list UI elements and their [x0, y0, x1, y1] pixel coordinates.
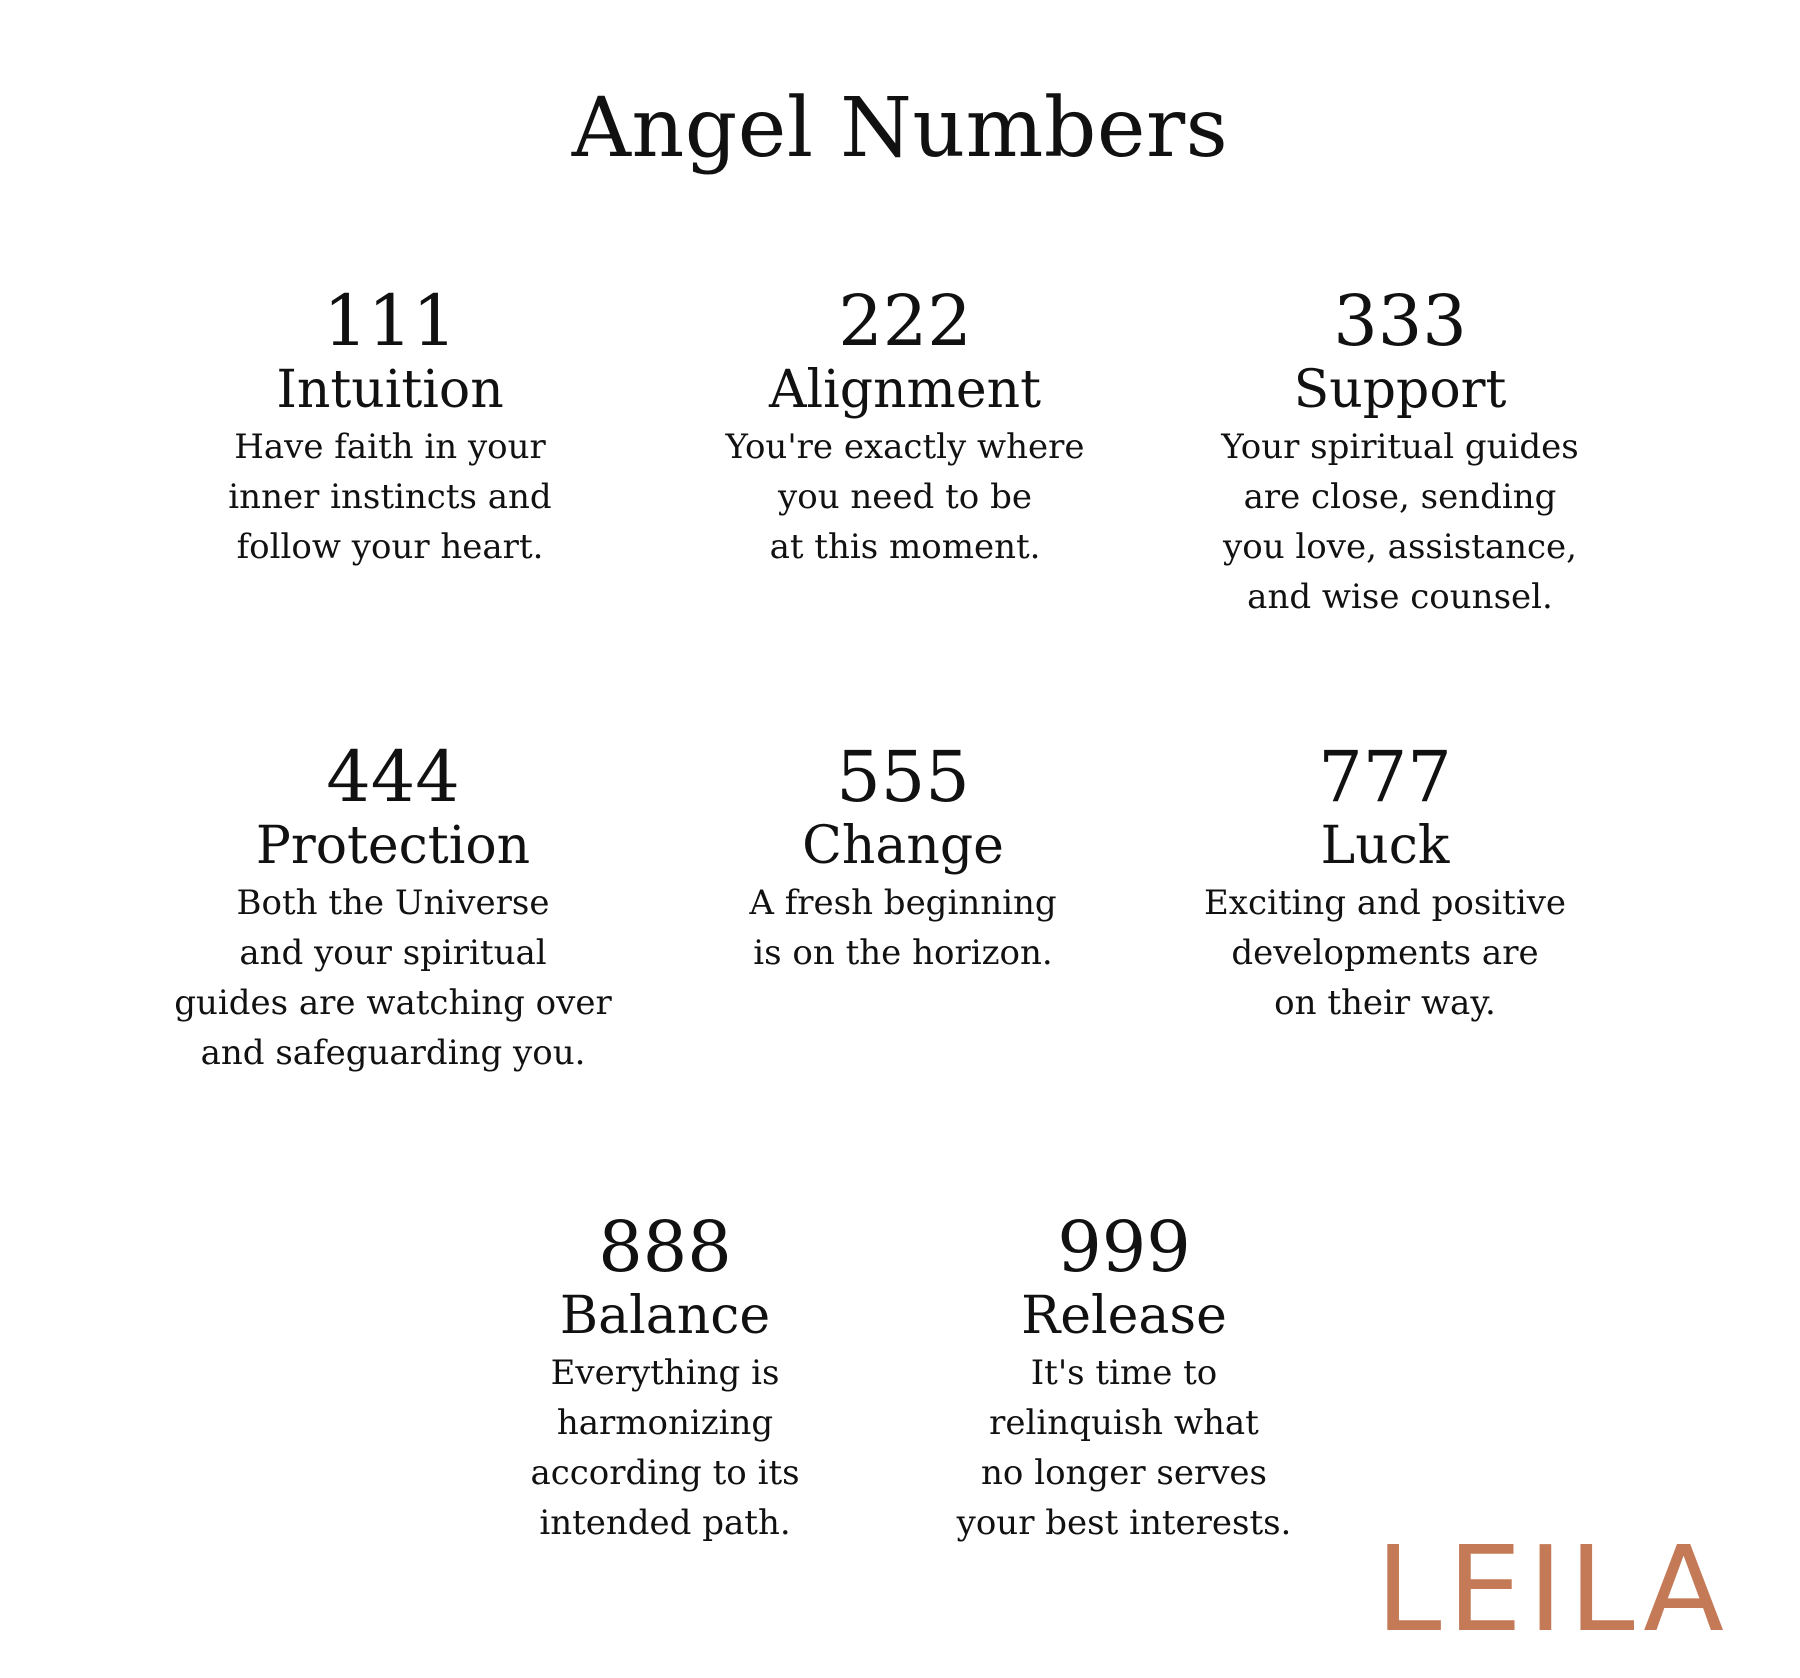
description-line: relinquish what — [989, 1403, 1259, 1443]
card-description — [645, 422, 1165, 572]
card-number: 444 — [326, 736, 460, 818]
description-line: at this moment. — [769, 527, 1041, 567]
description-line: is on the horizon. — [753, 933, 1053, 973]
card-number: 888 — [598, 1206, 732, 1288]
description-line: are close, sending — [1243, 477, 1557, 517]
angel-number-card — [643, 738, 1163, 978]
card-description — [130, 422, 650, 572]
card-name: Change — [802, 816, 1004, 876]
angel-number-card — [1125, 738, 1645, 1028]
card-number: 999 — [1057, 1206, 1191, 1288]
card-number: 333 — [1333, 280, 1467, 362]
card-number: 555 — [836, 736, 970, 818]
card-name: Support — [1293, 360, 1507, 420]
brand-logo: LEILA — [1375, 1520, 1730, 1658]
card-description — [1140, 422, 1660, 622]
angel-number-card — [645, 282, 1165, 572]
card-description — [1125, 878, 1645, 1028]
card-description — [643, 878, 1163, 978]
description-line: and your spiritual — [239, 933, 547, 973]
angel-number-card — [1140, 282, 1660, 622]
description-line: intended path. — [539, 1503, 791, 1543]
angel-number-card — [130, 282, 650, 572]
description-line: you need to be — [778, 477, 1032, 517]
card-description — [405, 1348, 925, 1548]
description-line: on their way. — [1274, 983, 1496, 1023]
description-line: no longer serves — [981, 1453, 1267, 1493]
card-description — [133, 878, 653, 1078]
description-line: You're exactly where — [725, 427, 1085, 467]
angel-number-card — [864, 1208, 1384, 1548]
card-name: Protection — [255, 816, 531, 876]
card-name: Luck — [1320, 816, 1450, 876]
page-title: Angel Numbers — [571, 81, 1229, 176]
card-number: 111 — [323, 280, 457, 362]
angel-number-card — [405, 1208, 925, 1548]
description-line: Your spiritual guides — [1221, 427, 1579, 467]
card-name: Release — [1021, 1286, 1227, 1346]
description-line: A fresh beginning — [749, 883, 1057, 923]
card-name: Alignment — [768, 360, 1042, 420]
description-line: harmonizing — [556, 1403, 774, 1443]
description-line: Everything is — [550, 1353, 780, 1393]
description-line: and safeguarding you. — [200, 1033, 586, 1073]
card-number: 222 — [838, 280, 972, 362]
description-line: Both the Universe — [236, 883, 550, 923]
description-line: developments are — [1231, 933, 1539, 973]
description-line: you love, assistance, — [1223, 527, 1577, 567]
description-line: according to its — [530, 1453, 800, 1493]
description-line: your best interests. — [956, 1503, 1292, 1543]
card-description — [864, 1348, 1384, 1548]
card-number: 777 — [1318, 736, 1452, 818]
description-line: and wise counsel. — [1247, 577, 1553, 617]
description-line: follow your heart. — [236, 527, 544, 567]
description-line: inner instincts and — [228, 477, 552, 517]
description-line: guides are watching over — [174, 983, 612, 1023]
description-line: Exciting and positive — [1203, 883, 1567, 923]
card-name: Balance — [559, 1286, 771, 1346]
card-name: Intuition — [276, 360, 504, 420]
description-line: It's time to — [1030, 1353, 1218, 1393]
description-line: Have faith in your — [234, 427, 546, 467]
angel-number-card — [133, 738, 653, 1078]
